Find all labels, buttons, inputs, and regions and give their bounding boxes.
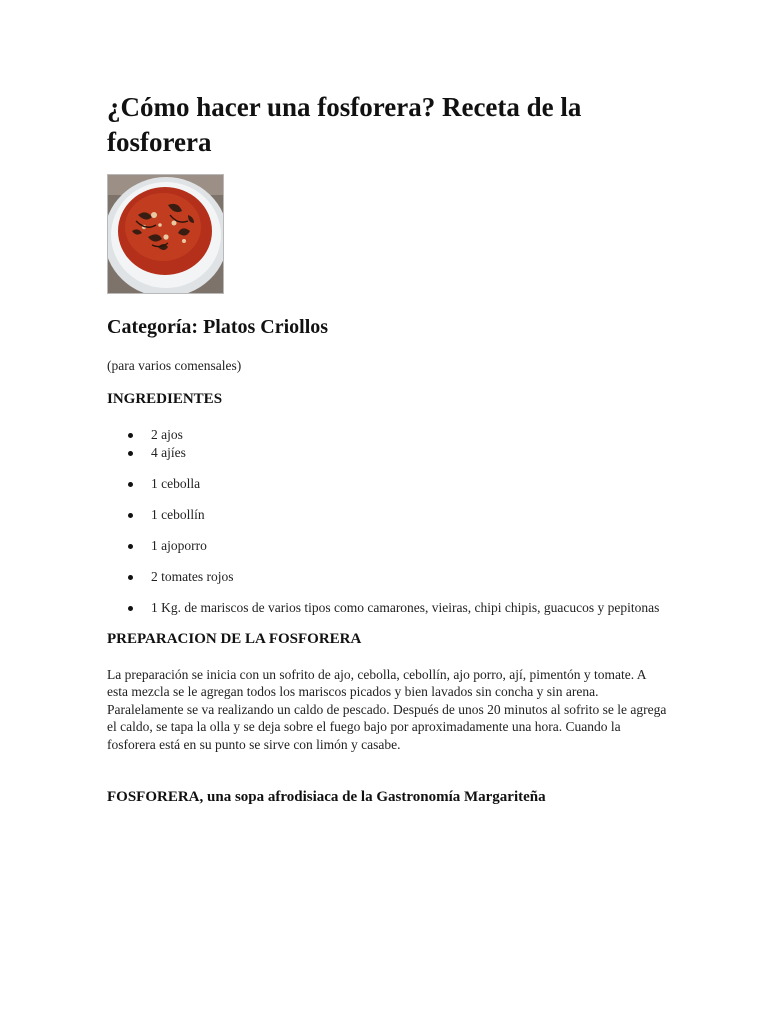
ingredients-heading: INGREDIENTES [107, 390, 223, 407]
preparation-heading: PREPARACION DE LA FOSFORERA [107, 630, 362, 647]
footer-heading: FOSFORERA, una sopa afrodisiaca de la Gastronomía Margariteña [107, 789, 546, 806]
list-item: 1 ajoporro [151, 537, 667, 555]
preparation-text: La preparación se inicia con un sofrito de ajo, cebolla, cebollín, ajo porro, ají, pimentón y tomate. A esta mezcla se le agregan todos los mariscos picados y bien lavados sin concha y sin arena. Paralelamente se va realizando un caldo de pescado. Después de unos 20 minutos al sofrito se le agrega el caldo, se tapa la olla y se deja sobre el fuego bajo por aproximadamente una hora. Cuando la fosforera está en su punto se sirve con limón y casabe. [107, 666, 667, 752]
list-item: 4 ajíes [151, 444, 667, 462]
document-page [107, 90, 667, 806]
list-item: 1 Kg. de mariscos de varios tipos como camarones, vieiras, chipi chipis, guacucos y pepitonas [151, 599, 667, 617]
servings-text: (para varios comensales) [107, 358, 242, 374]
list-item: 1 cebollín [151, 506, 667, 524]
ingredients-list [107, 426, 667, 617]
soup-bowl-photo [107, 174, 224, 294]
page-title: ¿Cómo hacer una fosforera? Receta de la fosforera [107, 92, 582, 158]
list-item: 2 ajos [151, 426, 667, 444]
list-item: 2 tomates rojos [151, 568, 667, 586]
list-item: 1 cebolla [151, 475, 667, 493]
category-heading: Categoría: Platos Criollos [107, 316, 329, 339]
